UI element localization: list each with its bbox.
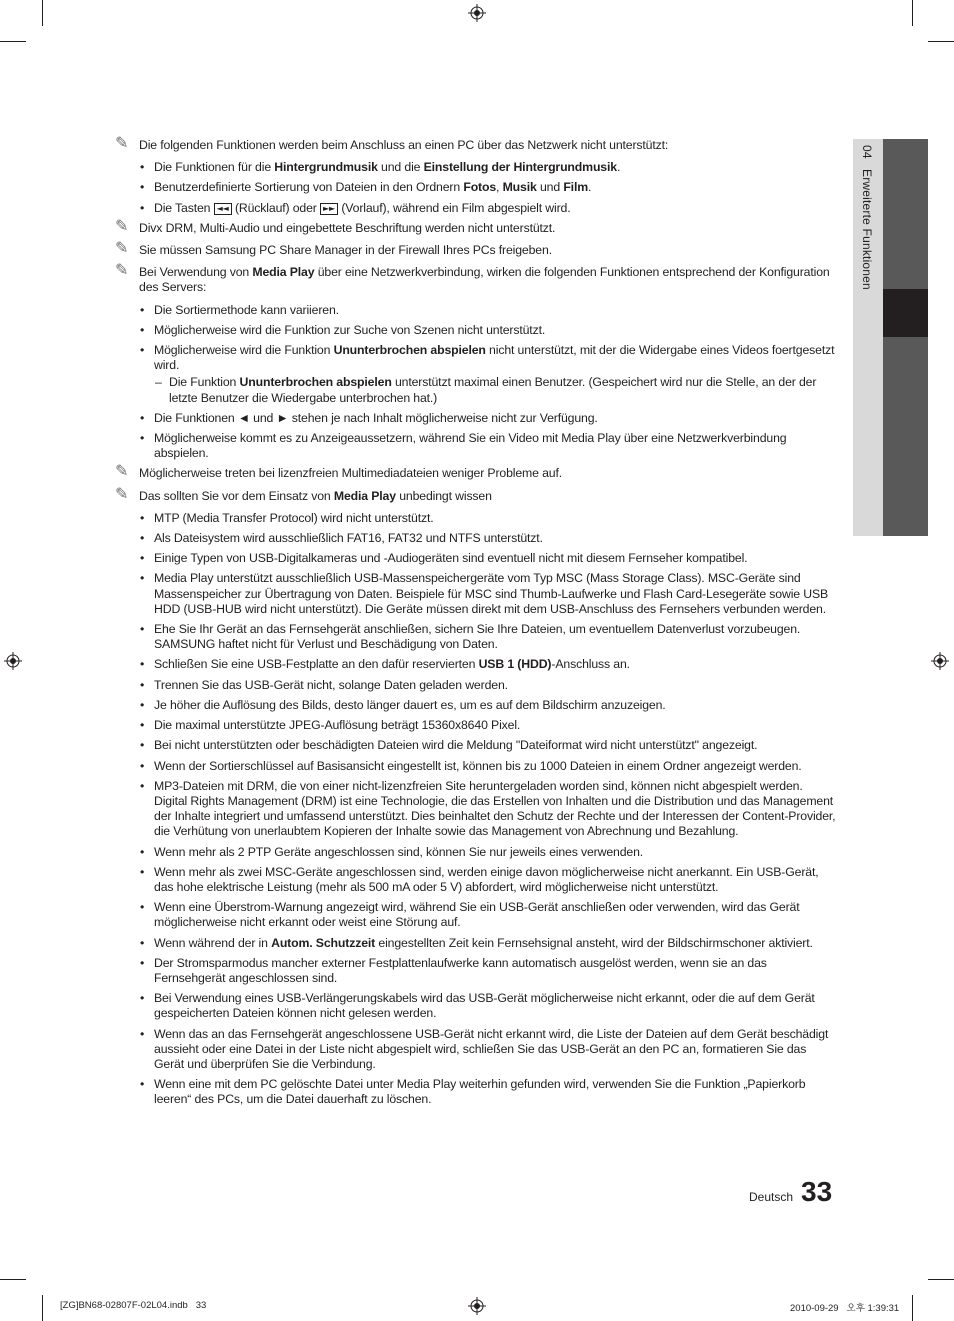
text: (Vorlauf), während ein Film abgespielt wird. xyxy=(338,200,571,215)
text: Schließen Sie eine USB-Festplatte an den dafür reservierten xyxy=(154,657,479,672)
list-item: • Bei nicht unterstützten oder beschädigten Dateien wird die Meldung "Dateiformat wird nicht unterstützt" angezeigt. xyxy=(115,738,837,753)
bold-term: Autom. Schutzzeit xyxy=(271,935,376,950)
list-item: • Wenn das an das Fernsehgerät angeschlossene USB-Gerät nicht erkannt wird, die Liste der Dateien auf dem Gerät beschädigt aussieht oder eine Datei in der Liste nicht abgespielt wird, schließen Sie das USB-Gerät an den PC an, formatieren Sie das Gerät und überprüfen Sie die Verbindung. xyxy=(115,1027,837,1073)
pencil-note-icon: ✎ xyxy=(115,483,129,503)
bold-term: Fotos xyxy=(463,180,497,195)
print-slug-date: 2010-09-29 오후 1:39:31 xyxy=(790,1303,900,1314)
list-item: • Wenn eine Überstrom-Warnung angezeigt wird, während Sie ein USB-Gerät anschließen oder verwenden, wird das Gerät möglicherweise nicht erkannt oder weist eine Störung auf. xyxy=(115,900,837,930)
bold-term: Hintergrundmusik xyxy=(274,160,378,175)
list-item: • Einige Typen von USB-Digitalkameras und -Audiogeräten sind eventuell nicht mit diesem Fernseher kompatibel. xyxy=(115,551,837,566)
note-text: Möglicherweise treten bei lizenzfreien Multimediadateien weniger Probleme auf. xyxy=(139,466,563,481)
text: über eine Netzwerkverbindung, wirken die folgenden Funktionen entsprechend der Konfiguration des Servers: xyxy=(139,265,830,295)
footer-language: Deutsch xyxy=(749,1190,794,1204)
text: unbedingt wissen xyxy=(395,488,492,503)
registration-mark-icon xyxy=(4,652,22,670)
rewind-button-icon: ◄◄ xyxy=(214,203,232,215)
list-item: • MTP (Media Transfer Protocol) wird nicht unterstützt. xyxy=(115,511,837,526)
bold-term: Film xyxy=(563,180,588,195)
pencil-note-icon: ✎ xyxy=(115,133,129,152)
list-item xyxy=(115,343,837,406)
note-text: Divx DRM, Multi-Audio und eingebettete Beschriftung werden nicht unterstützt. xyxy=(139,220,556,235)
crop-mark xyxy=(912,0,913,26)
crop-mark xyxy=(912,1295,913,1321)
note xyxy=(115,260,837,295)
text: Möglicherweise wird die Funktion xyxy=(154,343,334,358)
list-item: • Bei Verwendung eines USB-Verlängerungskabels wird das USB-Gerät möglicherweise nicht erkannt, oder die auf dem Gerät gespeicherten Dateien können nicht gelesen werden. xyxy=(115,991,837,1021)
text: Die Tasten xyxy=(154,200,214,215)
list-item xyxy=(115,201,837,216)
fast-forward-button-icon: ►► xyxy=(320,203,338,215)
bold-term: Media Play xyxy=(333,488,396,503)
text: Das sollten Sie vor dem Einsatz von xyxy=(139,488,334,503)
list-item: • MP3-Dateien mit DRM, die von einer nicht-lizenzfreien Site heruntergeladen worden sind, können nicht abgespielt werden. Digital Rights Management (DRM) ist eine Technologie, die das Erstellen von Inhalten und die Distribution und das Management der Inhalte integriert und umfassend unterstützt. Dies beinhaltet den Schutz der Rechte und der Interessen der Content-Provider, die Verhütung von unerlaubtem Kopieren der Inhalte sowie das Management von Abrechnung und Bezahlung. xyxy=(115,779,837,840)
print-slug-file: [ZG]BN68-02807F-02L04.indb 33 xyxy=(60,1300,207,1311)
list-item: • Möglicherweise kommt es zu Anzeigeaussetzern, während Sie ein Video mit Media Play über eine Netzwerkverbindung abspielen. xyxy=(115,431,837,461)
registration-mark-icon xyxy=(468,4,486,22)
list-item: • Die Funktionen ◄ und ► stehen je nach Inhalt möglicherweise nicht zur Verfügung. xyxy=(115,411,837,426)
list-item: • Wenn mehr als 2 PTP Geräte angeschlossen sind, können Sie nur jeweils eines verwenden. xyxy=(115,845,837,860)
pencil-note-icon: ✎ xyxy=(115,260,129,280)
text: eingestellten Zeit kein Fernsehsignal ansteht, wird der Bildschirmschoner aktiviert. xyxy=(375,935,813,950)
list-item xyxy=(115,160,837,175)
pencil-note-icon: ✎ xyxy=(115,238,129,258)
chapter-label xyxy=(860,145,874,290)
note xyxy=(115,215,837,236)
pencil-note-icon: ✎ xyxy=(115,461,129,481)
text: . xyxy=(588,180,592,195)
bold-term: USB 1 (HDD) xyxy=(478,657,552,672)
list-item: • Media Play unterstützt ausschließlich USB-Massenspeichergeräte vom Typ MSC (Mass Storage Class). MSC-Geräte sind Massenspeicher zur Übertragung von Daten. Beispiele für MSC sind Thumb-Laufwerke und Flash Card-Lesegeräte sowie USB HDD (USB-HUB wird nicht unterstützt). Die Geräte müssen direkt mit dem USB-Anschluss des Fernsehers verbunden werden. xyxy=(115,571,837,617)
bullet-list xyxy=(115,160,837,216)
bold-term: Einstellung der Hintergrundmusik xyxy=(423,160,617,175)
main-content xyxy=(115,133,837,1113)
note xyxy=(115,238,837,258)
text: Die Funktionen für die xyxy=(154,160,275,175)
registration-mark-icon xyxy=(468,1297,486,1315)
pencil-note-icon: ✎ xyxy=(115,215,129,235)
list-item xyxy=(115,180,837,195)
list-item: • Die Sortiermethode kann variieren. xyxy=(115,303,837,318)
text: und die xyxy=(377,160,424,175)
tab-active-marker xyxy=(883,289,928,337)
list-item: • Wenn der Sortierschlüssel auf Basisansicht eingestellt ist, können bis zu 1000 Dateien in einem Ordner angezeigt werden. xyxy=(115,759,837,774)
crop-mark xyxy=(928,41,954,42)
text: , xyxy=(496,180,503,195)
note-text: Die folgenden Funktionen werden beim Anschluss an einen PC über das Netzwerk nicht unterstützt: xyxy=(139,138,669,152)
text: (Rücklauf) oder xyxy=(231,200,321,215)
note xyxy=(115,133,837,153)
list-item: • Als Dateisystem wird ausschließlich FAT16, FAT32 und NTFS unterstützt. xyxy=(115,531,837,546)
crop-mark xyxy=(42,0,43,26)
list-item xyxy=(115,657,837,672)
text: -Anschluss an. xyxy=(551,657,630,672)
text: Benutzerdefinierte Sortierung von Dateien in den Ordnern xyxy=(154,180,464,195)
chapter-number: 04 xyxy=(860,145,874,159)
text: Bei Verwendung von xyxy=(139,265,253,280)
list-item: • Der Stromsparmodus mancher externer Festplattenlaufwerke kann automatisch ausgelöst werden, wenn sie an das Fernsehgerät angeschlossen sind. xyxy=(115,956,837,986)
text: Wenn während der in xyxy=(154,935,272,950)
chapter-title: Erweiterte Funktionen xyxy=(860,169,874,291)
text: . xyxy=(616,160,621,175)
text: und xyxy=(536,180,564,195)
text: nicht unterstützt, mit der die Widergabe eines Videos foertgesetzt wird. xyxy=(154,343,835,373)
crop-mark xyxy=(0,41,26,42)
text: unterstützt maximal einen Benutzer. (Gespeichert wird nur die Stelle, an der der letzte Benutzer die Wiedergabe unterbrochen hat.) xyxy=(169,375,817,405)
note xyxy=(115,483,837,504)
bold-term: Ununterbrochen abspielen xyxy=(239,375,392,390)
sub-item xyxy=(115,375,837,405)
chapter-side-tab xyxy=(853,139,928,536)
bullet-list xyxy=(115,511,837,1108)
page-number: 33 xyxy=(801,1176,833,1207)
bold-term: Media Play xyxy=(252,265,315,280)
crop-mark xyxy=(0,1279,26,1280)
list-item: • Je höher die Auflösung des Bilds, desto länger dauert es, um es auf dem Bildschirm anzuzeigen. xyxy=(115,698,837,713)
list-item: • Wenn eine mit dem PC gelöschte Datei unter Media Play weiterhin gefunden wird, verwenden Sie die Funktion „Papierkorb leeren“ des PCs, um die Datei dauerhaft zu löschen. xyxy=(115,1077,837,1107)
bold-term: Ununterbrochen abspielen xyxy=(333,343,486,358)
crop-mark xyxy=(928,1279,954,1280)
list-item: • Trennen Sie das USB-Gerät nicht, solange Daten geladen werden. xyxy=(115,678,837,693)
text: Die Funktion xyxy=(169,375,240,390)
list-item: • Die maximal unterstützte JPEG-Auflösung beträgt 15360x8640 Pixel. xyxy=(115,718,837,733)
crop-mark xyxy=(42,1295,43,1321)
list-item: • Wenn mehr als zwei MSC-Geräte angeschlossen sind, werden einige davon möglicherweise nicht anerkannt. Ein USB-Gerät, das hohe elektrische Leistung (mehr als 500 mA oder 5 V) abfordert, wird möglicherweise nicht unterstützt. xyxy=(115,865,837,895)
list-item: • Ehe Sie Ihr Gerät an das Fernsehgerät anschließen, sichern Sie Ihre Dateien, um eventuellem Datenverlust vorzubeugen. SAMSUNG haftet nicht für Verlust und Beschädigung von Daten. xyxy=(115,622,837,652)
tab-dark-strip xyxy=(883,139,928,536)
note-text: Sie müssen Samsung PC Share Manager in der Firewall Ihres PCs freigeben. xyxy=(139,243,552,258)
list-item: • Möglicherweise wird die Funktion zur Suche von Szenen nicht unterstützt. xyxy=(115,323,837,338)
note xyxy=(115,461,837,481)
bullet-list xyxy=(115,303,837,462)
list-item xyxy=(115,936,837,951)
registration-mark-icon xyxy=(931,652,949,670)
bold-term: Musik xyxy=(502,180,537,195)
